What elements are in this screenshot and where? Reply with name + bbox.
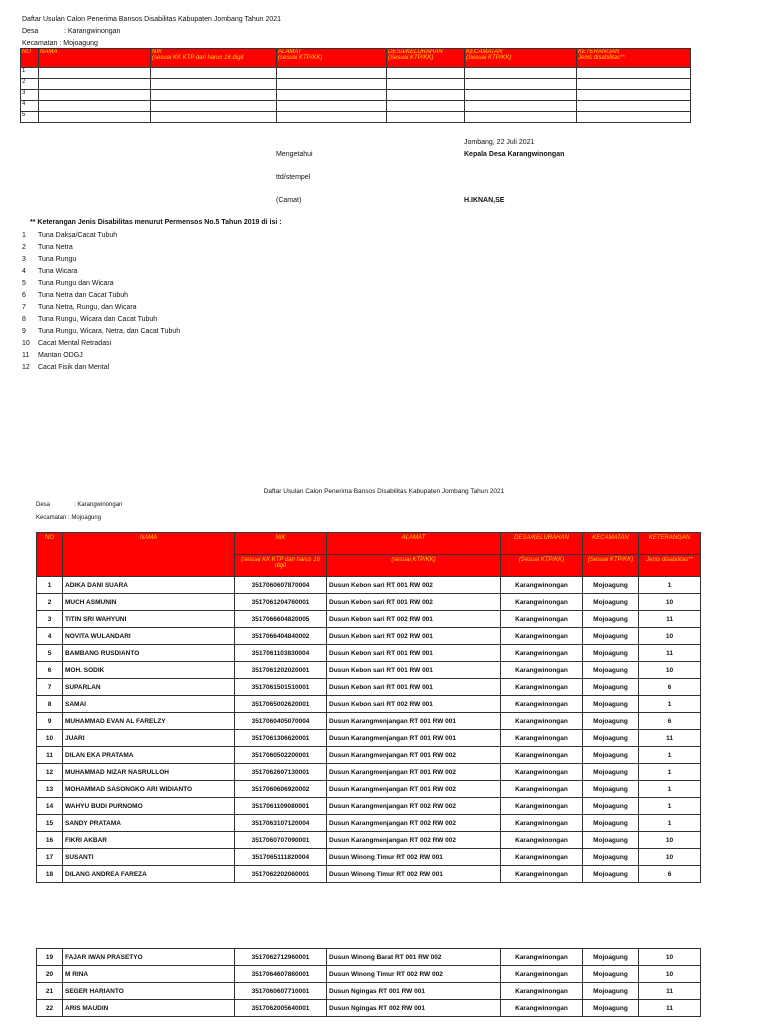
table-row	[37, 949, 701, 966]
cell-alamat: Dusun Winong Timur RT 002 RW 001	[327, 866, 501, 883]
row-number: 4	[21, 101, 39, 112]
empty-cell	[577, 101, 691, 112]
cell-keterangan: 10	[639, 849, 701, 866]
cell-alamat: Dusun Karangmenjangan RT 002 RW 002	[327, 832, 501, 849]
cell-desa: Karangwinongan	[501, 849, 583, 866]
table-row	[37, 832, 701, 849]
cell-desa: Karangwinongan	[501, 781, 583, 798]
table-row	[37, 866, 701, 883]
cell-nama: WAHYU BUDI PURNOMO	[63, 798, 235, 815]
cell-desa: Karangwinongan	[501, 832, 583, 849]
cell-nama: FAJAR IWAN PRASETYO	[63, 949, 235, 966]
cell-desa: Karangwinongan	[501, 594, 583, 611]
cell-no: 20	[37, 966, 63, 983]
cell-alamat: Dusun Ngingas RT 002 RW 001	[327, 1000, 501, 1017]
table-row	[37, 966, 701, 983]
cell-alamat: Dusun Karangmenjangan RT 002 RW 002	[327, 815, 501, 832]
desa-value: : Karangwinongan	[64, 28, 121, 35]
list-item	[22, 278, 180, 290]
signature-place-date: Jombang, 22 Juli 2021	[464, 139, 535, 146]
list-item	[22, 254, 180, 266]
desa-value: : Karangwinongan	[74, 502, 123, 508]
cell-no: 12	[37, 764, 63, 781]
cell-nik: 3517060607710001	[235, 983, 327, 1000]
header-no: NO	[37, 533, 63, 577]
empty-cell	[39, 101, 151, 112]
table-row	[21, 101, 691, 112]
list-item-text: Tuna Netra	[38, 244, 73, 251]
cell-kecamatan: Mojoagung	[583, 764, 639, 781]
cell-keterangan: 1	[639, 696, 701, 713]
table-row	[37, 1000, 701, 1017]
cell-nik: 3517063107120004	[235, 815, 327, 832]
signature-acknowledged: Mengetahui	[276, 151, 313, 158]
cell-nik: 3517061202020001	[235, 662, 327, 679]
cell-nik: 3517061501510001	[235, 679, 327, 696]
cell-alamat: Dusun Winong Timur RT 002 RW 002	[327, 966, 501, 983]
cell-nik: 3517060502200001	[235, 747, 327, 764]
list-item-number: 9	[22, 328, 26, 335]
cell-desa: Karangwinongan	[501, 611, 583, 628]
cell-kecamatan: Mojoagung	[583, 594, 639, 611]
cell-nama: MOHAMMAD SASONGKO ARI WIDIANTO	[63, 781, 235, 798]
header-nik: NIK (sesuai KK KTP dan harus 16 digit	[151, 49, 277, 68]
cell-no: 13	[37, 781, 63, 798]
cell-nama: SUSANTI	[63, 849, 235, 866]
disability-list	[22, 230, 180, 374]
cell-no: 18	[37, 866, 63, 883]
cell-alamat: Dusun Kebon sari RT 002 RW 001	[327, 628, 501, 645]
cell-no: 3	[37, 611, 63, 628]
empty-cell	[151, 90, 277, 101]
cell-kecamatan: Mojoagung	[583, 713, 639, 730]
cell-nama: MOH. SODIK	[63, 662, 235, 679]
cell-desa: Karangwinongan	[501, 764, 583, 781]
header-keterangan: KETERANGAN	[639, 533, 701, 555]
cell-nama: ARIS MAUDIN	[63, 1000, 235, 1017]
cell-keterangan: 6	[639, 866, 701, 883]
cell-no: 2	[37, 594, 63, 611]
cell-no: 14	[37, 798, 63, 815]
cell-kecamatan: Mojoagung	[583, 747, 639, 764]
cell-nik: 3517062607130001	[235, 764, 327, 781]
cell-desa: Karangwinongan	[501, 679, 583, 696]
empty-cell	[465, 112, 577, 123]
cell-no: 16	[37, 832, 63, 849]
cell-desa: Karangwinongan	[501, 628, 583, 645]
cell-desa: Karangwinongan	[501, 696, 583, 713]
cell-no: 7	[37, 679, 63, 696]
header-nama: NAMA	[63, 533, 235, 577]
table-row	[37, 815, 701, 832]
cell-alamat: Dusun Kebon sari RT 001 RW 002	[327, 594, 501, 611]
list-item-text: Tuna Rungu	[38, 256, 77, 263]
cell-no: 5	[37, 645, 63, 662]
cell-no: 19	[37, 949, 63, 966]
cell-alamat: Dusun Ngingas RT 001 RW 001	[327, 983, 501, 1000]
empty-cell	[465, 101, 577, 112]
cell-desa: Karangwinongan	[501, 747, 583, 764]
empty-cell	[151, 101, 277, 112]
list-item	[22, 362, 180, 374]
empty-cell	[577, 112, 691, 123]
header-alamat: ALAMAT	[327, 533, 501, 555]
header-desa: DESA/KELURAHAN	[501, 533, 583, 555]
cell-nik: 3517061204760001	[235, 594, 327, 611]
list-item	[22, 350, 180, 362]
cell-nama: SAMAI	[63, 696, 235, 713]
list-item-text: Cacat Fisik dan Mental	[38, 364, 110, 371]
form2-kecamatan: Kecamatan : Mojoagung	[36, 515, 102, 521]
empty-cell	[151, 112, 277, 123]
signature-stamp: ttd/stempel	[276, 174, 311, 181]
cell-alamat: Dusun Kebon sari RT 001 RW 001	[327, 645, 501, 662]
cell-kecamatan: Mojoagung	[583, 966, 639, 983]
cell-nik: 3517062712960001	[235, 949, 327, 966]
subheader-alamat: (sesuai KTP/KK)	[327, 555, 501, 577]
cell-no: 1	[37, 577, 63, 594]
cell-nik: 3517064607860001	[235, 966, 327, 983]
cell-keterangan: 10	[639, 628, 701, 645]
cell-desa: Karangwinongan	[501, 662, 583, 679]
cell-alamat: Dusun Kebon sari RT 001 RW 002	[327, 577, 501, 594]
form2-header-row	[37, 533, 701, 555]
cell-no: 11	[37, 747, 63, 764]
cell-desa: Karangwinongan	[501, 866, 583, 883]
cell-nik: 3517065111820004	[235, 849, 327, 866]
cell-no: 10	[37, 730, 63, 747]
list-item-text: Tuna Netra, Rungu, dan Wicara	[38, 304, 137, 311]
cell-alamat: Dusun Karangmenjangan RT 001 RW 002	[327, 747, 501, 764]
cell-desa: Karangwinongan	[501, 798, 583, 815]
signature-head-name: H.IKNAN,SE	[464, 197, 505, 204]
form1-kecamatan: Kecamatan : Mojoagung	[22, 40, 98, 47]
cell-keterangan: 10	[639, 594, 701, 611]
desa-label: Desa	[22, 28, 39, 35]
empty-cell	[277, 79, 387, 90]
cell-nama: SANDY PRATAMA	[63, 815, 235, 832]
cell-kecamatan: Mojoagung	[583, 577, 639, 594]
empty-cell	[387, 101, 465, 112]
list-item-text: Cacat Mental Retradasi	[38, 340, 112, 347]
table-row	[21, 112, 691, 123]
row-number: 1	[21, 68, 39, 79]
desa-label: Desa	[36, 502, 51, 508]
form2-table	[36, 532, 701, 883]
table-row	[37, 662, 701, 679]
cell-no: 4	[37, 628, 63, 645]
cell-kecamatan: Mojoagung	[583, 798, 639, 815]
cell-kecamatan: Mojoagung	[583, 679, 639, 696]
cell-nama: NOVITA WULANDARI	[63, 628, 235, 645]
empty-cell	[577, 68, 691, 79]
empty-cell	[39, 90, 151, 101]
form3-table	[36, 948, 701, 1017]
list-item-number: 5	[22, 280, 26, 287]
table-row	[37, 983, 701, 1000]
cell-keterangan: 1	[639, 764, 701, 781]
cell-nama: BAMBANG RUSDIANTO	[63, 645, 235, 662]
cell-alamat: Dusun Karangmenjangan RT 002 RW 002	[327, 798, 501, 815]
list-item-number: 6	[22, 292, 26, 299]
header-alamat: ALAMAT (sesuai KTP/KK)	[277, 49, 387, 68]
cell-keterangan: 11	[639, 645, 701, 662]
cell-keterangan: 10	[639, 832, 701, 849]
empty-cell	[277, 90, 387, 101]
cell-kecamatan: Mojoagung	[583, 983, 639, 1000]
cell-nama: JUARI	[63, 730, 235, 747]
cell-kecamatan: Mojoagung	[583, 696, 639, 713]
list-item-text: Tuna Rungu dan Wicara	[38, 280, 114, 287]
header-nik: NIK	[235, 533, 327, 555]
cell-no: 9	[37, 713, 63, 730]
list-item-number: 4	[22, 268, 26, 275]
cell-desa: Karangwinongan	[501, 815, 583, 832]
subheader-kecamatan: (Sesuai KTP/KK)	[583, 555, 639, 577]
table-row	[37, 747, 701, 764]
cell-nama: FIKRI AKBAR	[63, 832, 235, 849]
cell-alamat: Dusun Karangmenjangan RT 001 RW 001	[327, 730, 501, 747]
form2-title: Daftar Usulan Calon Penerima Bansos Disabilitas Kabupaten Jombang Tahun 2021	[263, 488, 505, 495]
list-item-number: 3	[22, 256, 26, 263]
cell-no: 8	[37, 696, 63, 713]
cell-nik: 3517062005640001	[235, 1000, 327, 1017]
table-row	[37, 696, 701, 713]
empty-cell	[465, 68, 577, 79]
form1-table	[20, 48, 691, 123]
cell-nama: TITIN SRI WAHYUNI	[63, 611, 235, 628]
list-item-text: Tuna Daksa/Cacat Tubuh	[38, 232, 118, 239]
list-item	[22, 242, 180, 254]
list-item	[22, 230, 180, 242]
list-item-text: Tuna Netra dan Cacat Tubuh	[38, 292, 129, 299]
empty-cell	[277, 68, 387, 79]
header-desa: DESA/KELURAHAN (Sesuai KTP/KK)	[387, 49, 465, 68]
cell-kecamatan: Mojoagung	[583, 849, 639, 866]
empty-cell	[277, 101, 387, 112]
cell-nik: 3517061103830004	[235, 645, 327, 662]
empty-cell	[577, 90, 691, 101]
list-item-text: Mantan ODGJ	[38, 352, 83, 359]
cell-keterangan: 1	[639, 781, 701, 798]
list-item-text: Tuna Rungu, Wicara, Netra, dan Cacat Tubuh	[38, 328, 181, 335]
cell-alamat: Dusun Kebon sari RT 001 RW 001	[327, 662, 501, 679]
cell-keterangan: 6	[639, 679, 701, 696]
list-item-number: 8	[22, 316, 26, 323]
cell-nik: 3517060707090001	[235, 832, 327, 849]
cell-keterangan: 1	[639, 815, 701, 832]
row-number: 3	[21, 90, 39, 101]
cell-kecamatan: Mojoagung	[583, 730, 639, 747]
cell-nik: 3517066404840002	[235, 628, 327, 645]
table-row	[37, 849, 701, 866]
table-row	[37, 730, 701, 747]
cell-desa: Karangwinongan	[501, 1000, 583, 1017]
row-number: 2	[21, 79, 39, 90]
table-row	[37, 798, 701, 815]
cell-nama: ADIKA DANI SUARA	[63, 577, 235, 594]
empty-cell	[465, 79, 577, 90]
cell-nama: MUHAMMAD NIZAR NASRULLOH	[63, 764, 235, 781]
table-row	[21, 90, 691, 101]
empty-cell	[465, 90, 577, 101]
list-item	[22, 326, 180, 338]
cell-nik: 3517062202060001	[235, 866, 327, 883]
form1-header-row	[21, 49, 691, 68]
cell-nik: 3517060607870004	[235, 577, 327, 594]
cell-desa: Karangwinongan	[501, 949, 583, 966]
table-row	[37, 611, 701, 628]
cell-nik: 3517066604820005	[235, 611, 327, 628]
cell-nik: 3517061109080001	[235, 798, 327, 815]
empty-cell	[277, 112, 387, 123]
cell-nama: MUCH ASMUNIN	[63, 594, 235, 611]
cell-no: 17	[37, 849, 63, 866]
cell-keterangan: 11	[639, 611, 701, 628]
table-row	[37, 628, 701, 645]
cell-nik: 3517065002620001	[235, 696, 327, 713]
cell-kecamatan: Mojoagung	[583, 866, 639, 883]
subheader-keterangan: Jenis disabilitas**	[639, 555, 701, 577]
cell-kecamatan: Mojoagung	[583, 815, 639, 832]
cell-desa: Karangwinongan	[501, 983, 583, 1000]
cell-keterangan: 6	[639, 713, 701, 730]
signature-head-title: Kepala Desa Karangwinongan	[464, 151, 565, 158]
subheader-nik: (sesuai KK KTP dan harus 16 digit	[235, 555, 327, 577]
empty-cell	[387, 68, 465, 79]
cell-keterangan: 10	[639, 662, 701, 679]
cell-no: 22	[37, 1000, 63, 1017]
table-row	[37, 781, 701, 798]
cell-kecamatan: Mojoagung	[583, 645, 639, 662]
empty-cell	[39, 68, 151, 79]
empty-cell	[151, 79, 277, 90]
cell-kecamatan: Mojoagung	[583, 781, 639, 798]
cell-nama: MUHAMMAD EVAN AL FARELZY	[63, 713, 235, 730]
cell-desa: Karangwinongan	[501, 730, 583, 747]
header-no: NO	[21, 49, 39, 68]
list-item-number: 10	[22, 340, 30, 347]
cell-kecamatan: Mojoagung	[583, 611, 639, 628]
header-keterangan: KETERANGAN Jenis disabilitas**	[577, 49, 691, 68]
table-row	[37, 679, 701, 696]
list-item-text: Tuna Rungu, Wicara dan Cacat Tubuh	[38, 316, 158, 323]
cell-no: 15	[37, 815, 63, 832]
list-item-number: 7	[22, 304, 26, 311]
cell-alamat: Dusun Karangmenjangan RT 001 RW 002	[327, 781, 501, 798]
row-number: 5	[21, 112, 39, 123]
cell-keterangan: 1	[639, 577, 701, 594]
cell-alamat: Dusun Winong Timur RT 002 RW 001	[327, 849, 501, 866]
cell-alamat: Dusun Kebon sari RT 002 RW 001	[327, 696, 501, 713]
disability-note-heading: ** Keterangan Jenis Disabilitas menurut Permensos No.5 Tahun 2019 di isi :	[30, 219, 282, 226]
cell-nik: 3517061306620001	[235, 730, 327, 747]
header-kecamatan: KECAMATAN (Sesuai KTP/KK)	[465, 49, 577, 68]
table-row	[37, 645, 701, 662]
signature-camat: (Camat)	[276, 197, 302, 204]
subheader-desa: (Sesuai KTP/KK)	[501, 555, 583, 577]
list-item	[22, 290, 180, 302]
header-kecamatan: KECAMATAN	[583, 533, 639, 555]
cell-nama: DILAN EKA PRATAMA	[63, 747, 235, 764]
cell-kecamatan: Mojoagung	[583, 628, 639, 645]
header-nama: NAMA	[39, 49, 151, 68]
cell-alamat: Dusun Karangmenjangan RT 001 RW 001	[327, 713, 501, 730]
list-item	[22, 338, 180, 350]
form1-title: Daftar Usulan Calon Penerima Bansos Disabilitas Kabupaten Jombang Tahun 2021	[22, 16, 282, 23]
cell-keterangan: 1	[639, 798, 701, 815]
cell-keterangan: 11	[639, 730, 701, 747]
cell-nik: 3517060405070004	[235, 713, 327, 730]
cell-nama: SUPARLAN	[63, 679, 235, 696]
empty-cell	[39, 112, 151, 123]
cell-desa: Karangwinongan	[501, 577, 583, 594]
empty-cell	[387, 112, 465, 123]
cell-alamat: Dusun Kebon sari RT 002 RW 001	[327, 611, 501, 628]
cell-no: 21	[37, 983, 63, 1000]
cell-alamat: Dusun Karangmenjangan RT 001 RW 002	[327, 764, 501, 781]
cell-kecamatan: Mojoagung	[583, 662, 639, 679]
cell-desa: Karangwinongan	[501, 966, 583, 983]
table-row	[37, 577, 701, 594]
list-item-number: 11	[22, 352, 30, 359]
empty-cell	[387, 90, 465, 101]
cell-kecamatan: Mojoagung	[583, 832, 639, 849]
cell-nik: 3517060606920002	[235, 781, 327, 798]
table-row	[37, 594, 701, 611]
table-row	[21, 79, 691, 90]
cell-nama: SEGER HARIANTO	[63, 983, 235, 1000]
list-item	[22, 302, 180, 314]
cell-kecamatan: Mojoagung	[583, 1000, 639, 1017]
table-row	[37, 713, 701, 730]
cell-keterangan: 10	[639, 949, 701, 966]
empty-cell	[39, 79, 151, 90]
empty-cell	[387, 79, 465, 90]
list-item	[22, 266, 180, 278]
cell-nama: M RINA	[63, 966, 235, 983]
cell-kecamatan: Mojoagung	[583, 949, 639, 966]
empty-cell	[151, 68, 277, 79]
form1-desa	[22, 27, 120, 36]
cell-desa: Karangwinongan	[501, 645, 583, 662]
cell-keterangan: 1	[639, 747, 701, 764]
empty-cell	[577, 79, 691, 90]
cell-nama: DILANG ANDREA FAREZA	[63, 866, 235, 883]
cell-alamat: Dusun Kebon sari RT 001 RW 001	[327, 679, 501, 696]
cell-keterangan: 11	[639, 1000, 701, 1017]
list-item-text: Tuna Wicara	[38, 268, 78, 275]
table-row	[37, 764, 701, 781]
cell-alamat: Dusun Winong Barat RT 001 RW 002	[327, 949, 501, 966]
list-item-number: 12	[22, 364, 30, 371]
cell-desa: Karangwinongan	[501, 713, 583, 730]
cell-keterangan: 11	[639, 983, 701, 1000]
cell-no: 6	[37, 662, 63, 679]
list-item-number: 1	[22, 232, 26, 239]
cell-keterangan: 10	[639, 966, 701, 983]
table-row	[21, 68, 691, 79]
list-item-number: 2	[22, 244, 26, 251]
list-item	[22, 314, 180, 326]
form2-desa	[36, 501, 122, 509]
